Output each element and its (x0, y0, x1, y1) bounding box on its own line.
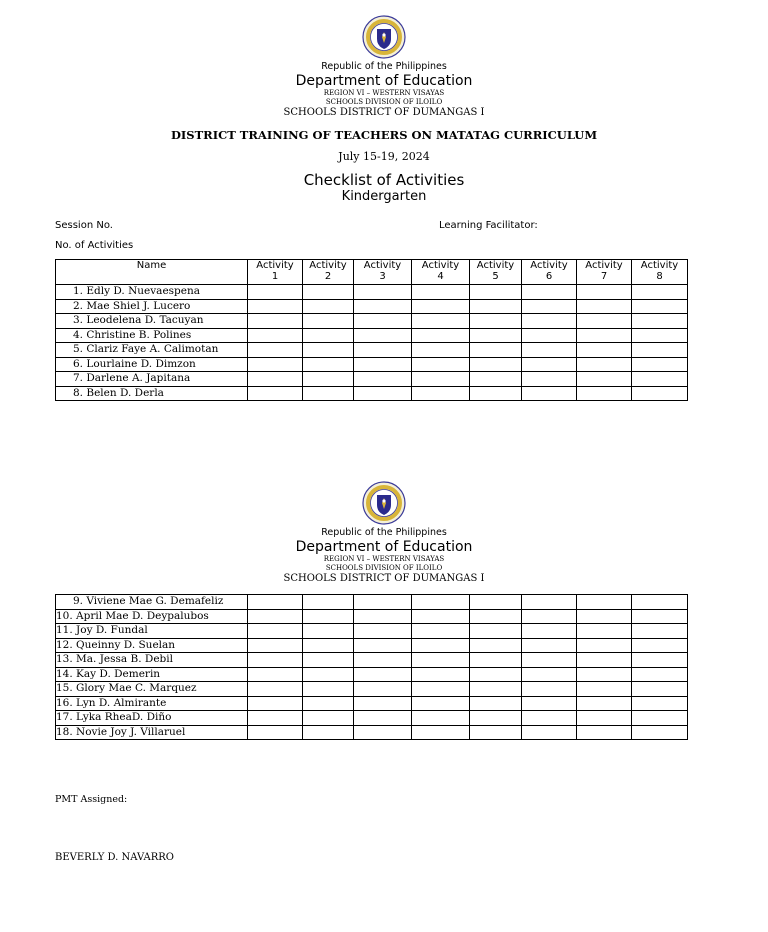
activity-check-cell[interactable] (522, 624, 577, 639)
activity-word: Activity (363, 260, 402, 271)
activity-check-cell[interactable] (522, 653, 577, 668)
activity-check-cell[interactable] (303, 314, 354, 329)
activity-word: Activity (256, 260, 294, 271)
activity-check-cell[interactable] (354, 653, 412, 668)
activity-check-cell[interactable] (412, 696, 470, 711)
checklist-table-1 (55, 259, 688, 401)
activity-check-cell[interactable] (522, 696, 577, 711)
activity-check-cell[interactable] (354, 372, 412, 387)
activity-check-cell[interactable] (470, 725, 522, 740)
table-row (56, 595, 688, 610)
activity-check-cell[interactable] (303, 711, 354, 726)
activity-check-cell[interactable] (354, 624, 412, 639)
activity-word: Activity (585, 260, 623, 271)
activity-check-cell[interactable] (522, 285, 577, 300)
activity-check-cell[interactable] (248, 299, 303, 314)
activity-check-cell[interactable] (577, 653, 632, 668)
participant-name: 8. Belen D. Derla (56, 386, 248, 401)
activity-check-cell[interactable] (412, 653, 470, 668)
activity-number: 1 (271, 271, 279, 282)
activity-check-cell[interactable] (522, 725, 577, 740)
activity-check-cell[interactable] (412, 711, 470, 726)
activity-column-header (412, 260, 470, 285)
activity-check-cell[interactable] (522, 667, 577, 682)
table-row (56, 624, 688, 639)
republic-text: Republic of the Philippines (321, 61, 447, 72)
activity-check-cell[interactable] (248, 696, 303, 711)
activity-check-cell[interactable] (577, 314, 632, 329)
activity-check-cell[interactable] (632, 357, 688, 372)
activity-check-cell[interactable] (577, 299, 632, 314)
table-header-row (56, 260, 688, 285)
letterhead-second (0, 481, 768, 585)
activity-word: Activity (640, 260, 679, 271)
activity-check-cell[interactable] (470, 696, 522, 711)
activity-check-cell[interactable] (303, 299, 354, 314)
activity-check-cell[interactable] (522, 609, 577, 624)
table-row (56, 667, 688, 682)
region-text: REGION VI – WESTERN VISAYAS (323, 89, 445, 97)
activity-check-cell[interactable] (248, 386, 303, 401)
activity-check-cell[interactable] (248, 609, 303, 624)
activity-check-cell[interactable] (470, 386, 522, 401)
activity-check-cell[interactable] (632, 314, 688, 329)
activity-check-cell[interactable] (577, 343, 632, 358)
activity-check-cell[interactable] (470, 314, 522, 329)
table-row (56, 343, 688, 358)
activity-check-cell[interactable] (412, 595, 470, 610)
activity-check-cell[interactable] (522, 711, 577, 726)
participant-name: 5. Clariz Faye A. Calimotan (56, 343, 248, 358)
activity-check-cell[interactable] (632, 711, 688, 726)
table-row (56, 386, 688, 401)
activity-check-cell[interactable] (248, 653, 303, 668)
activity-check-cell[interactable] (412, 638, 470, 653)
activity-check-cell[interactable] (632, 386, 688, 401)
table-row (56, 285, 688, 300)
activity-word: Activity (530, 260, 568, 271)
activity-check-cell[interactable] (577, 682, 632, 697)
activity-check-cell[interactable] (412, 285, 470, 300)
table-row (56, 696, 688, 711)
activity-check-cell[interactable] (248, 595, 303, 610)
activity-number: 2 (324, 271, 332, 282)
department-title: Department of Education (295, 539, 473, 555)
participant-name: 16. Lyn D. Almirante (56, 696, 248, 711)
activity-check-cell[interactable] (303, 285, 354, 300)
activity-check-cell[interactable] (354, 357, 412, 372)
activity-check-cell[interactable] (470, 357, 522, 372)
activity-check-cell[interactable] (303, 696, 354, 711)
activity-check-cell[interactable] (522, 372, 577, 387)
session-label: Session No. (55, 220, 113, 231)
activity-check-cell[interactable] (632, 682, 688, 697)
activity-check-cell[interactable] (248, 372, 303, 387)
activity-check-cell[interactable] (303, 638, 354, 653)
activity-column-header (522, 260, 577, 285)
participant-name: 12. Queinny D. Suelan (56, 638, 248, 653)
activity-check-cell[interactable] (632, 285, 688, 300)
activity-check-cell[interactable] (412, 725, 470, 740)
activity-check-cell[interactable] (248, 357, 303, 372)
table-row (56, 682, 688, 697)
activity-check-cell[interactable] (412, 386, 470, 401)
table-row (56, 299, 688, 314)
activities-count-label: No. of Activities (55, 240, 134, 251)
activity-check-cell[interactable] (632, 372, 688, 387)
activity-number: 5 (492, 271, 499, 282)
checklist-title: Checklist of Activities (303, 171, 465, 189)
activity-column-header (354, 260, 412, 285)
activity-check-cell[interactable] (303, 357, 354, 372)
participant-name: 18. Novie Joy J. Villaruel (56, 725, 248, 740)
activity-check-cell[interactable] (470, 595, 522, 610)
activity-check-cell[interactable] (470, 682, 522, 697)
activity-check-cell[interactable] (412, 299, 470, 314)
activity-check-cell[interactable] (577, 711, 632, 726)
activity-check-cell[interactable] (412, 609, 470, 624)
activity-check-cell[interactable] (412, 372, 470, 387)
table-row (56, 372, 688, 387)
activity-check-cell[interactable] (632, 638, 688, 653)
table-row (56, 357, 688, 372)
activity-check-cell[interactable] (470, 299, 522, 314)
activity-check-cell[interactable] (577, 609, 632, 624)
activity-check-cell[interactable] (470, 667, 522, 682)
participant-name: 6. Lourlaine D. Dimzon (56, 357, 248, 372)
activity-check-cell[interactable] (577, 595, 632, 610)
activity-column-header (470, 260, 522, 285)
activity-check-cell[interactable] (470, 285, 522, 300)
activity-check-cell[interactable] (577, 372, 632, 387)
activity-check-cell[interactable] (248, 638, 303, 653)
activity-check-cell[interactable] (354, 386, 412, 401)
activity-check-cell[interactable] (412, 624, 470, 639)
activity-number: 3 (379, 271, 386, 282)
activity-check-cell[interactable] (412, 682, 470, 697)
activity-check-cell[interactable] (470, 638, 522, 653)
activity-check-cell[interactable] (522, 682, 577, 697)
activity-column-header (248, 260, 303, 285)
activity-check-cell[interactable] (632, 328, 688, 343)
activity-check-cell[interactable] (303, 725, 354, 740)
activity-check-cell[interactable] (248, 328, 303, 343)
letterhead-top (0, 15, 768, 119)
activity-check-cell[interactable] (577, 328, 632, 343)
participant-name: 4. Christine B. Polines (56, 328, 248, 343)
table-row (56, 328, 688, 343)
activity-check-cell[interactable] (632, 653, 688, 668)
activity-check-cell[interactable] (522, 357, 577, 372)
participant-name: 1. Edly D. Nuevaespena (56, 285, 248, 300)
activity-check-cell[interactable] (412, 343, 470, 358)
activity-check-cell[interactable] (248, 343, 303, 358)
activity-check-cell[interactable] (470, 609, 522, 624)
activity-check-cell[interactable] (303, 667, 354, 682)
grade-level: Kindergarten (341, 189, 427, 204)
activity-check-cell[interactable] (577, 667, 632, 682)
participant-name: 15. Glory Mae C. Marquez (56, 682, 248, 697)
activity-check-cell[interactable] (412, 314, 470, 329)
activity-check-cell[interactable] (522, 299, 577, 314)
participant-name: 17. Lyka RheaD. Diño (56, 711, 248, 726)
activity-check-cell[interactable] (522, 343, 577, 358)
district-text: SCHOOLS DISTRICT OF DUMANGAS I (283, 573, 485, 584)
activity-check-cell[interactable] (470, 343, 522, 358)
table-row (56, 725, 688, 740)
participant-name: 11. Joy D. Fundal (56, 624, 248, 639)
activity-check-cell[interactable] (470, 653, 522, 668)
activity-check-cell[interactable] (248, 682, 303, 697)
table-row (56, 638, 688, 653)
checklist-table-2 (55, 594, 688, 740)
activity-check-cell[interactable] (632, 595, 688, 610)
activity-number: 6 (545, 271, 553, 282)
department-title: Department of Education (295, 73, 473, 89)
activity-check-cell[interactable] (354, 299, 412, 314)
pmt-assigned-label: PMT Assigned: (55, 794, 128, 805)
activity-check-cell[interactable] (354, 285, 412, 300)
activity-check-cell[interactable] (577, 638, 632, 653)
activity-check-cell[interactable] (470, 711, 522, 726)
activity-check-cell[interactable] (303, 624, 354, 639)
activity-check-cell[interactable] (632, 343, 688, 358)
activity-check-cell[interactable] (303, 343, 354, 358)
region-text: REGION VI – WESTERN VISAYAS (323, 555, 445, 563)
activity-number: 7 (600, 271, 608, 282)
activity-check-cell[interactable] (248, 711, 303, 726)
activity-check-cell[interactable] (632, 609, 688, 624)
participant-name: 7. Darlene A. Japitana (56, 372, 248, 387)
activity-check-cell[interactable] (632, 299, 688, 314)
activity-check-cell[interactable] (577, 285, 632, 300)
activity-check-cell[interactable] (354, 682, 412, 697)
district-text: SCHOOLS DISTRICT OF DUMANGAS I (283, 107, 485, 118)
activity-column-header (303, 260, 354, 285)
activity-check-cell[interactable] (354, 725, 412, 740)
activity-check-cell[interactable] (248, 285, 303, 300)
activity-check-cell[interactable] (303, 328, 354, 343)
training-title: DISTRICT TRAINING OF TEACHERS ON MATATAG CURRICULUM (170, 128, 598, 142)
activity-check-cell[interactable] (354, 343, 412, 358)
participant-name: 14. Kay D. Demerin (56, 667, 248, 682)
activity-check-cell[interactable] (522, 314, 577, 329)
activity-check-cell[interactable] (632, 667, 688, 682)
pmt-name: BEVERLY D. NAVARRO (55, 852, 174, 863)
table-row (56, 653, 688, 668)
activity-check-cell[interactable] (354, 667, 412, 682)
activity-check-cell[interactable] (303, 609, 354, 624)
table-row (56, 314, 688, 329)
activity-number: 4 (437, 271, 444, 282)
activity-check-cell[interactable] (577, 624, 632, 639)
activity-check-cell[interactable] (522, 638, 577, 653)
activity-check-cell[interactable] (470, 624, 522, 639)
division-text: SCHOOLS DIVISION OF ILOILO (325, 98, 443, 106)
activity-check-cell[interactable] (470, 372, 522, 387)
activity-check-cell[interactable] (354, 314, 412, 329)
training-dates: July 15-19, 2024 (338, 150, 430, 163)
activity-check-cell[interactable] (354, 711, 412, 726)
participant-name: 9. Viviene Mae G. Demafeliz (56, 595, 248, 610)
deped-seal-icon (362, 481, 406, 525)
activity-check-cell[interactable] (248, 667, 303, 682)
activity-check-cell[interactable] (303, 386, 354, 401)
republic-text: Republic of the Philippines (321, 527, 447, 538)
activity-check-cell[interactable] (303, 653, 354, 668)
activity-check-cell[interactable] (354, 609, 412, 624)
activity-column-header (577, 260, 632, 285)
facilitator-label: Learning Facilitator: (439, 220, 538, 231)
activity-check-cell[interactable] (248, 314, 303, 329)
activity-word: Activity (421, 260, 460, 271)
activity-check-cell[interactable] (303, 595, 354, 610)
deped-seal-icon (362, 15, 406, 59)
activity-number: 8 (656, 271, 663, 282)
activity-check-cell[interactable] (470, 328, 522, 343)
activity-check-cell[interactable] (412, 328, 470, 343)
activity-check-cell[interactable] (354, 638, 412, 653)
participant-name: 2. Mae Shiel J. Lucero (56, 299, 248, 314)
activity-check-cell[interactable] (632, 624, 688, 639)
activity-check-cell[interactable] (303, 682, 354, 697)
activity-column-header (632, 260, 688, 285)
activity-check-cell[interactable] (522, 328, 577, 343)
participant-name: 10. April Mae D. Deypalubos (56, 609, 248, 624)
activity-check-cell[interactable] (354, 595, 412, 610)
table-row (56, 711, 688, 726)
activity-check-cell[interactable] (248, 624, 303, 639)
table-row (56, 609, 688, 624)
activity-word: Activity (309, 260, 347, 271)
activity-check-cell[interactable] (577, 386, 632, 401)
activity-check-cell[interactable] (412, 357, 470, 372)
activity-check-cell[interactable] (354, 328, 412, 343)
activity-check-cell[interactable] (577, 357, 632, 372)
activity-check-cell[interactable] (632, 696, 688, 711)
activity-check-cell[interactable] (303, 372, 354, 387)
activity-check-cell[interactable] (632, 725, 688, 740)
activity-word: Activity (476, 260, 515, 271)
activity-check-cell[interactable] (522, 595, 577, 610)
activity-check-cell[interactable] (248, 725, 303, 740)
activity-check-cell[interactable] (354, 696, 412, 711)
division-text: SCHOOLS DIVISION OF ILOILO (325, 564, 443, 572)
activity-check-cell[interactable] (522, 386, 577, 401)
activity-check-cell[interactable] (412, 667, 470, 682)
activity-check-cell[interactable] (577, 696, 632, 711)
activity-check-cell[interactable] (577, 725, 632, 740)
name-column-header: Name (56, 260, 248, 285)
participant-name: 13. Ma. Jessa B. Debil (56, 653, 248, 668)
participant-name: 3. Leodelena D. Tacuyan (56, 314, 248, 329)
